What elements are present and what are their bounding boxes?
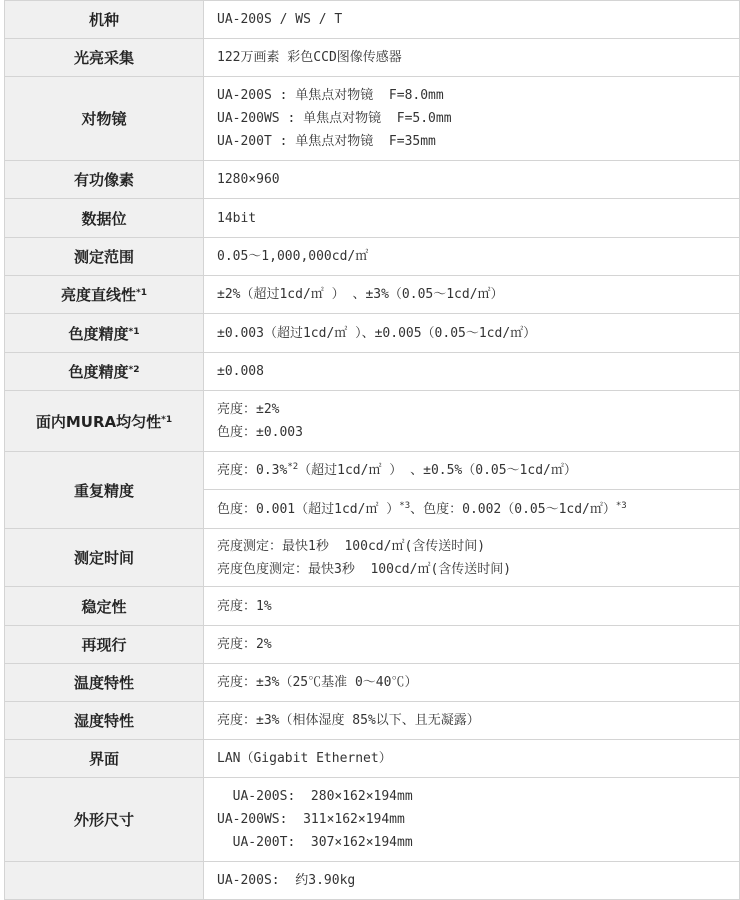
spec-value <box>204 238 740 276</box>
value-text: UA-200T: 307×162×194mm <box>217 835 413 850</box>
spec-label-text: 重复精度 <box>73 481 134 500</box>
spec-value <box>204 39 740 77</box>
value-line <box>217 459 739 482</box>
spec-label-text: 色度精度 <box>68 324 129 343</box>
spec-value <box>204 664 740 702</box>
spec-value <box>204 587 740 626</box>
spec-label-text: 对物镜 <box>81 110 127 128</box>
value-line <box>217 421 739 444</box>
value-text: UA-200S: 280×162×194mm <box>217 789 413 804</box>
value-line <box>217 785 739 808</box>
value-text: ±0.003（超过1cd/㎡ ）、±0.005（0.05～1cd/㎡） <box>217 325 537 341</box>
value-text: 亮度：0.3% <box>217 463 288 478</box>
spec-label <box>5 161 204 199</box>
footnote-marker: *3 <box>399 500 411 511</box>
value-text: UA-200T : 单焦点对物镜 F=35mm <box>217 134 436 149</box>
spec-label <box>5 626 204 664</box>
spec-row <box>5 199 740 238</box>
value-line <box>217 245 739 268</box>
spec-label <box>5 199 204 238</box>
spec-label <box>5 276 204 314</box>
value-text: 、色度：0.002（0.05～1cd/㎡） <box>410 501 616 517</box>
spec-value <box>204 778 740 862</box>
spec-value <box>204 740 740 778</box>
value-line <box>217 709 739 732</box>
spec-label-text: 测定范围 <box>73 248 134 266</box>
spec-row <box>5 452 740 490</box>
footnote-marker: *3 <box>615 500 627 511</box>
spec-label-text: 温度特性 <box>73 674 134 692</box>
spec-label <box>5 314 204 353</box>
spec-label <box>5 77 204 161</box>
spec-label-text: 数据位 <box>81 209 127 228</box>
value-line <box>217 869 739 892</box>
value-line <box>217 207 739 230</box>
spec-row <box>5 702 740 740</box>
value-line <box>217 46 739 69</box>
spec-label <box>5 452 204 529</box>
spec-label <box>5 862 204 900</box>
spec-label-text: 再现行 <box>81 636 127 654</box>
spec-value <box>204 1 740 39</box>
spec-label <box>5 39 204 77</box>
spec-label-text: 界面 <box>88 750 119 768</box>
spec-label <box>5 740 204 778</box>
spec-value <box>204 314 740 353</box>
value-text: 亮度：1% <box>217 598 272 614</box>
value-line <box>217 535 739 558</box>
value-text: LAN（Gigabit Ethernet） <box>217 751 392 766</box>
value-line <box>217 398 739 421</box>
spec-row <box>5 161 740 199</box>
spec-row <box>5 1 740 39</box>
value-line <box>217 671 739 694</box>
value-line <box>217 322 739 345</box>
value-text: 色度：±0.003 <box>217 425 303 440</box>
spec-label-text: 外形尺寸 <box>73 811 134 829</box>
value-text: 0.05～1,000,000cd/㎡ <box>217 249 369 264</box>
spec-label <box>5 391 204 452</box>
spec-label-text: 亮度直线性 <box>61 286 137 304</box>
footnote-marker: *1 <box>128 326 140 337</box>
spec-label-text: 测定时间 <box>73 549 134 567</box>
value-text: 1280×960 <box>217 172 280 187</box>
spec-label <box>5 353 204 391</box>
spec-value <box>204 490 740 529</box>
spec-label <box>5 702 204 740</box>
value-line <box>217 8 739 31</box>
footnote-marker: *2 <box>128 365 140 375</box>
value-line <box>217 84 739 107</box>
spec-label-text: 色度精度 <box>68 363 129 381</box>
footnote-marker: *1 <box>136 288 147 298</box>
spec-table <box>4 0 740 900</box>
value-text: （超过1cd/㎡ ） 、±0.5%（0.05～1cd/㎡） <box>298 463 577 478</box>
spec-row <box>5 77 740 161</box>
spec-row <box>5 276 740 314</box>
spec-label-text: 有功像素 <box>73 171 134 189</box>
value-line <box>217 130 739 153</box>
spec-value <box>204 391 740 452</box>
spec-value <box>204 862 740 900</box>
value-text: 亮度测定：最快1秒 100cd/㎡(含传送时间) <box>217 538 486 554</box>
value-line <box>217 747 739 770</box>
footnote-marker: *2 <box>287 462 299 472</box>
value-text: 亮度：±3%（相体湿度 85%以下、且无凝露） <box>217 713 480 728</box>
spec-row <box>5 740 740 778</box>
spec-value <box>204 452 740 490</box>
value-text: 亮度：2% <box>217 637 272 652</box>
value-text: UA-200S / WS / T <box>217 12 343 27</box>
spec-row <box>5 664 740 702</box>
spec-row <box>5 862 740 900</box>
spec-value <box>204 161 740 199</box>
spec-row <box>5 529 740 587</box>
value-text: 亮度色度测定：最快3秒 100cd/㎡(含传送时间) <box>217 561 512 577</box>
value-text: 亮度：±3%（25℃基准 0～40℃） <box>217 675 418 690</box>
spec-label <box>5 664 204 702</box>
value-text: UA-200WS : 单焦点对物镜 F=5.0mm <box>217 111 452 126</box>
spec-row <box>5 353 740 391</box>
value-text: UA-200S : 单焦点对物镜 F=8.0mm <box>217 88 444 103</box>
spec-row <box>5 587 740 626</box>
value-text: ±0.008 <box>217 364 264 379</box>
value-text: 亮度：±2% <box>217 402 280 417</box>
value-line <box>217 107 739 130</box>
spec-value <box>204 77 740 161</box>
footnote-marker: *1 <box>161 414 173 425</box>
value-line <box>217 558 739 581</box>
value-line <box>217 808 739 831</box>
value-line <box>217 633 739 656</box>
value-text: UA-200WS: 311×162×194mm <box>217 812 405 827</box>
value-text: 14bit <box>217 210 257 226</box>
spec-label-text: 机种 <box>88 11 119 29</box>
spec-row <box>5 391 740 452</box>
value-text: UA-200S: 约3.90kg <box>217 873 356 888</box>
value-text: 122万画素 彩色CCD图像传感器 <box>217 50 402 65</box>
spec-label-text: 稳定性 <box>81 597 127 616</box>
spec-label <box>5 238 204 276</box>
spec-label-text: 光亮采集 <box>73 49 134 67</box>
value-text: 色度：0.001（超过1cd/㎡ ） <box>217 501 400 517</box>
spec-label <box>5 1 204 39</box>
spec-value <box>204 626 740 664</box>
spec-row <box>5 238 740 276</box>
value-line <box>217 831 739 854</box>
value-text: ±2%（超过1cd/㎡ ） 、±3%（0.05～1cd/㎡） <box>217 287 504 302</box>
value-line <box>217 498 739 521</box>
value-line <box>217 360 739 383</box>
spec-row <box>5 314 740 353</box>
spec-label-text: 面内MURA均匀性 <box>35 412 162 431</box>
spec-value <box>204 276 740 314</box>
spec-table-body <box>5 1 740 900</box>
spec-label <box>5 529 204 587</box>
spec-row <box>5 626 740 664</box>
spec-value <box>204 529 740 587</box>
spec-row <box>5 39 740 77</box>
value-line <box>217 283 739 306</box>
spec-label <box>5 587 204 626</box>
value-line <box>217 168 739 191</box>
spec-label <box>5 778 204 862</box>
spec-value <box>204 199 740 238</box>
value-line <box>217 595 739 618</box>
spec-label-text: 湿度特性 <box>73 712 134 730</box>
spec-value <box>204 353 740 391</box>
spec-value <box>204 702 740 740</box>
spec-row <box>5 778 740 862</box>
